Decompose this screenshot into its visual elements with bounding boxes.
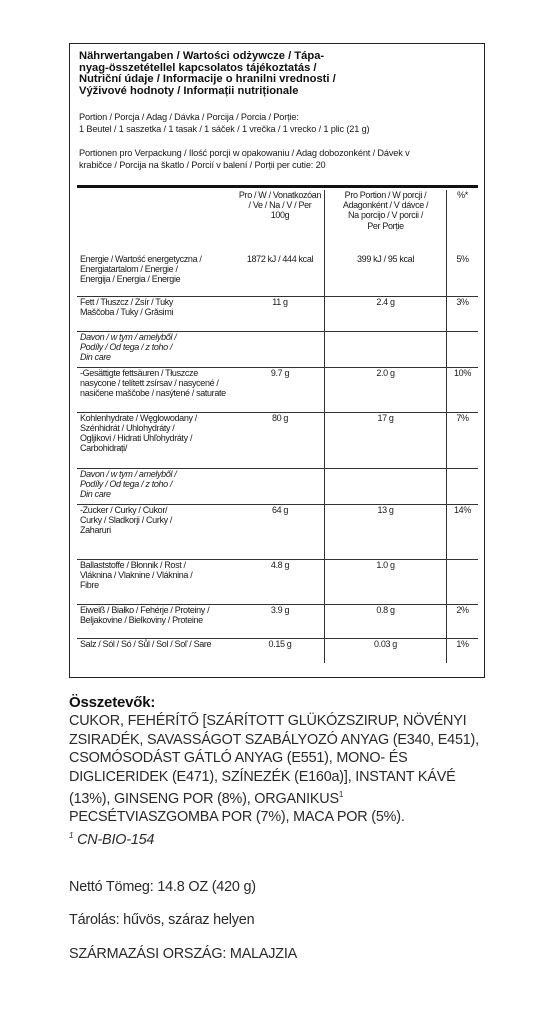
title-line: nyag-összetétellel kapcsolatos tájékoztatás / — [79, 61, 317, 74]
divider-thick — [77, 185, 478, 188]
value-per-portion: 399 kJ / 95 kcal — [325, 254, 447, 296]
value-per-100g — [236, 468, 325, 504]
label-line: Beljakovine / Bielkoviny / Proteine — [80, 614, 203, 625]
value-percent: 14% — [447, 504, 479, 559]
label-line: Kohlenhydrate / Węglowodany / — [80, 412, 197, 423]
title-line: Nährwertangaben / Wartości odżywcze / Tápa- — [79, 50, 325, 62]
header-per-portion — [325, 190, 447, 254]
portion-value: 1 Beutel / 1 saszetka / 1 tasak / 1 sáček / 1 vrečka / 1 vrecko / 1 plic (21 g) — [79, 123, 370, 134]
value-per-100g: 64 g — [236, 504, 325, 559]
label-line: Vláknina / Vlaknine / Vláknina / — [80, 569, 193, 580]
nutrient-label — [77, 331, 236, 367]
table-row — [77, 296, 478, 331]
value-percent: 3% — [447, 296, 479, 331]
title-line: Výživové hodnoty / Informații nutriționale — [79, 84, 299, 97]
portions-line: krabičce / Porcija na škatlo / Porcií v balení / Porții per cutie: 20 — [79, 159, 326, 170]
value-per-100g: 4.8 g — [236, 559, 325, 604]
ingredients-text: (13%), GINSENG POR (8%), ORGANIKUS — [69, 790, 339, 807]
label-line: nasycone / telített zsírsav / nasycené / — [80, 377, 219, 388]
value-percent — [447, 468, 479, 504]
value-per-portion: 0.03 g — [325, 638, 447, 663]
nutrient-label — [77, 504, 236, 559]
nutrient-label — [77, 604, 236, 638]
header-text: 100g — [270, 210, 290, 221]
label-line: Szénhidrát / Uhlohydráty / — [80, 422, 175, 433]
ingredients-section — [69, 694, 509, 849]
header-text: Per Porție — [367, 220, 404, 231]
table-header-row — [77, 190, 478, 254]
nutrition-table — [77, 190, 478, 663]
label-line: Podíly / Od tega / z toho / — [80, 341, 173, 352]
table-row — [77, 367, 478, 412]
label-line: Energie / Wartość energetyczna / — [80, 254, 202, 264]
label-line: Maščoba / Tuky / Grăsimi — [80, 306, 174, 317]
footnote-marker: 1 — [69, 830, 74, 840]
nutrient-label — [77, 367, 236, 412]
nutrition-panel — [69, 43, 485, 678]
label-line: Fett / Tłuszcz / Zsír / Tuky — [80, 296, 174, 307]
value-per-100g: 9.7 g — [236, 367, 325, 412]
label-line: -Zucker / Curky / Cukor/ — [80, 504, 168, 515]
value-per-100g — [236, 331, 325, 367]
label-line: Energija / Energia / Energie — [80, 274, 181, 285]
ingredients-line: CUKOR, FEHÉRÍTŐ [SZÁRÍTOTT GLÜKÓZSZIRUP, NÖVÉNYI — [69, 713, 467, 730]
ingredients-line: CSOMÓSODÁST GÁTLÓ ANYAG (E551), MONO- ÉS — [69, 750, 408, 767]
ingredients-line: PECSÉTVIASZGOMBA POR (7%), MACA POR (5%). — [69, 809, 405, 826]
ingredients-line — [69, 786, 509, 808]
nutrient-label — [77, 468, 236, 504]
portions-line: Portionen pro Verpackung / Ilość porcji w opakowaniu / Adag dobozonként / Dávek v — [79, 148, 410, 158]
table-row — [77, 638, 478, 663]
ingredients-heading: Összetevők: — [69, 694, 156, 711]
header-empty — [77, 190, 236, 254]
footnote — [69, 827, 509, 849]
nutrient-label — [77, 638, 236, 663]
label-line: Ballaststoffe / Błonnik / Rost / — [80, 559, 186, 570]
label-line: Din care — [80, 351, 111, 362]
label-line: Energiatartalom / Energie / — [80, 264, 178, 275]
ingredients-line: ZSIRADÉK, SAVASSÁGOT SZABÁLYOZÓ ANYAG (E340, E451), — [69, 731, 479, 748]
superscript: 1 — [338, 790, 344, 800]
table-row — [77, 412, 478, 468]
value-per-100g: 11 g — [236, 296, 325, 331]
table-row — [77, 559, 478, 604]
header-per100 — [236, 190, 325, 254]
footnote-text: CN-BIO-154 — [77, 831, 155, 848]
label-line: Curky / Sladkorji / Curky / — [80, 514, 173, 525]
header-text: Pro / W / Vonatkozóan — [238, 190, 322, 200]
country-of-origin: SZÁRMAZÁSI ORSZÁG: MALAJZIA — [69, 946, 298, 962]
table-row — [77, 331, 478, 367]
label-line: Din care — [80, 488, 111, 499]
label-line: -Gesättigte fettsäuren / Tłuszcze — [80, 367, 198, 378]
nutrient-label — [77, 296, 236, 331]
value-per-portion: 17 g — [325, 412, 447, 468]
table-row — [77, 604, 478, 638]
value-percent: 1% — [447, 638, 479, 663]
label-line: Davon / w tym / amelyből / — [80, 468, 177, 479]
value-per-portion — [325, 468, 447, 504]
value-percent — [447, 559, 479, 604]
label-line: Zaharuri — [80, 524, 111, 535]
header-text: / Ve / Na / V / Per — [248, 200, 312, 211]
nutrient-label — [77, 559, 236, 604]
storage-info: Tárolás: hűvös, száraz helyen — [69, 912, 255, 928]
value-per-portion: 1.0 g — [325, 559, 447, 604]
value-percent: 5% — [456, 254, 469, 264]
portions-per-pack — [79, 148, 479, 171]
title-line: Nutriční údaje / Informacije o hranilni vrednosti / — [79, 73, 336, 86]
value-per-100g: 3.9 g — [236, 604, 325, 638]
value-per-100g: 80 g — [236, 412, 325, 468]
value-percent: 10% — [447, 367, 479, 412]
header-text: Pro Portion / W porcji / — [344, 190, 427, 200]
ingredients-line: DIGLICERIDEK (E471), SZÍNEZÉK (E160a)], INSTANT KÁVÉ — [69, 768, 456, 785]
header-percent: %* — [457, 190, 468, 200]
value-percent: 2% — [447, 604, 479, 638]
table-row — [77, 254, 478, 296]
value-percent — [447, 331, 479, 367]
label-line: Salz / Sól / Só / Sůl / Sol / Soľ / Sare — [80, 638, 212, 649]
value-percent: 7% — [447, 412, 479, 468]
header-text: Adagonként / V dávce / — [342, 200, 429, 211]
label-line: Eiweiß / Białko / Fehérje / Proteiny / — [80, 604, 210, 615]
nutrient-label — [77, 254, 236, 296]
portion-label: Portion / Porcja / Adag / Dávka / Porcija / Porcia / Porție: — [79, 112, 299, 122]
label-line: Fibre — [80, 579, 99, 590]
label-line: Ogljikovi / Hidrati Uhľohydráty / — [80, 432, 193, 443]
value-per-portion: 13 g — [325, 504, 447, 559]
value-per-100g: 1872 kJ / 444 kcal — [246, 254, 314, 264]
label-line: Podíly / Od tega / z toho / — [80, 478, 173, 489]
table-row — [77, 504, 478, 559]
table-row — [77, 468, 478, 504]
value-per-100g: 0.15 g — [236, 638, 325, 663]
value-per-portion: 2.4 g — [325, 296, 447, 331]
value-per-portion: 0.8 g — [325, 604, 447, 638]
value-per-portion: 2.0 g — [325, 367, 447, 412]
value-per-portion — [325, 331, 447, 367]
nutrition-title — [79, 51, 474, 97]
label-line: Davon / w tym / amelyből / — [80, 331, 177, 342]
label-line: nasičene maščobe / nasýtené / saturate — [80, 387, 226, 398]
net-weight: Nettó Tömeg: 14.8 OZ (420 g) — [69, 879, 256, 895]
nutrient-label — [77, 412, 236, 468]
portion-info — [79, 112, 479, 135]
header-text: Na porcijo / V porcii / — [348, 210, 423, 221]
label-line: Carbohidrați/ — [80, 443, 127, 454]
